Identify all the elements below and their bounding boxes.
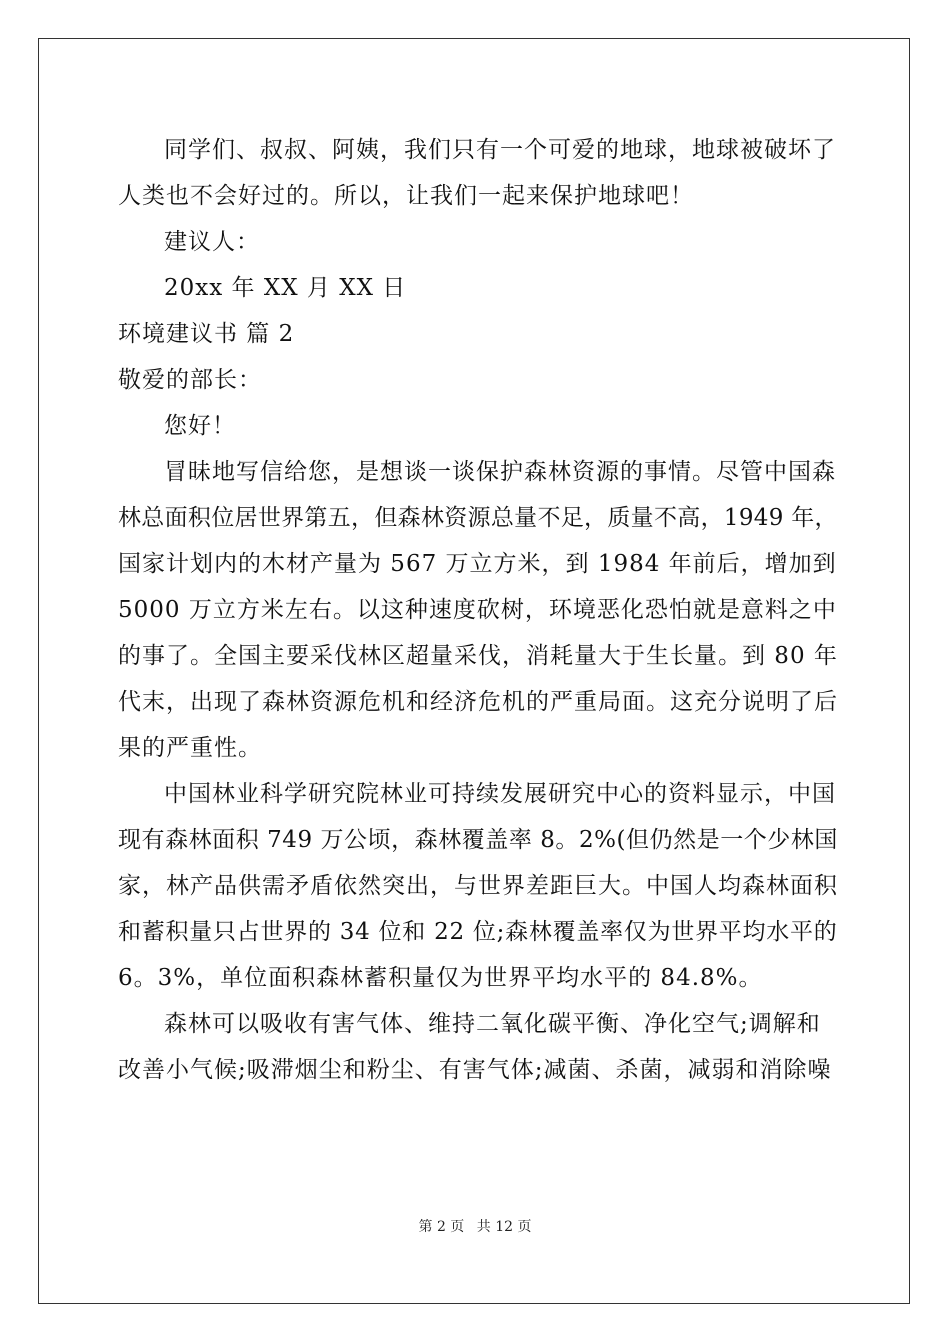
text-line: 6。3%，单位面积森林蓄积量仅为世界平均水平的 84.8%。: [118, 965, 763, 991]
text-line: 家，林产品供需矛盾依然突出，与世界差距巨大。中国人均森林面积: [118, 873, 838, 899]
text-line: 代末，出现了森林资源危机和经济危机的严重局面。这充分说明了后: [118, 689, 838, 715]
salutation: 敬爱的部长：: [118, 367, 262, 393]
text-line: 果的严重性。: [118, 735, 262, 761]
text-line: 5000 万立方米左右。以这种速度砍树，环境恶化恐怕就是意料之中: [118, 597, 837, 623]
document-body: [118, 127, 838, 1093]
text-line: 改善小气候;吸滞烟尘和粉尘、有害气体;减菌、杀菌，减弱和消除噪: [118, 1057, 832, 1083]
section-heading: 环境建议书 篇 2: [118, 321, 295, 347]
text-line: 森林可以吸收有害气体、维持二氧化碳平衡、净化空气;调解和: [164, 1011, 821, 1037]
text-line: 的事了。全国主要采伐林区超量采伐，消耗量大于生长量。到 80 年: [118, 643, 838, 669]
date-line: 20xx 年 XX 月 XX 日: [164, 275, 407, 301]
page-total: 共 12 页: [476, 1219, 532, 1235]
text-line: 人类也不会好过的。所以，让我们一起来保护地球吧！: [118, 183, 694, 209]
page-footer: [0, 1216, 950, 1236]
text-line: 中国林业科学研究院林业可持续发展研究中心的资料显示，中国: [164, 781, 836, 807]
signature-label: 建议人：: [164, 229, 260, 255]
text-line: 冒昧地写信给您，是想谈一谈保护森林资源的事情。尽管中国森: [164, 459, 836, 485]
text-line: 和蓄积量只占世界的 34 位和 22 位;森林覆盖率仅为世界平均水平的: [118, 919, 838, 945]
text-line: 同学们、叔叔、阿姨，我们只有一个可爱的地球，地球被破坏了: [164, 137, 836, 163]
text-line: 林总面积位居世界第五，但森林资源总量不足，质量不高，1949 年，: [118, 505, 838, 531]
text-line: 现有森林面积 749 万公顷，森林覆盖率 8。2%(但仍然是一个少林国: [118, 827, 838, 853]
greeting: 您好！: [164, 413, 236, 439]
text-line: 国家计划内的木材产量为 567 万立方米，到 1984 年前后，增加到: [118, 551, 837, 577]
page-number: 第 2 页: [418, 1219, 465, 1235]
